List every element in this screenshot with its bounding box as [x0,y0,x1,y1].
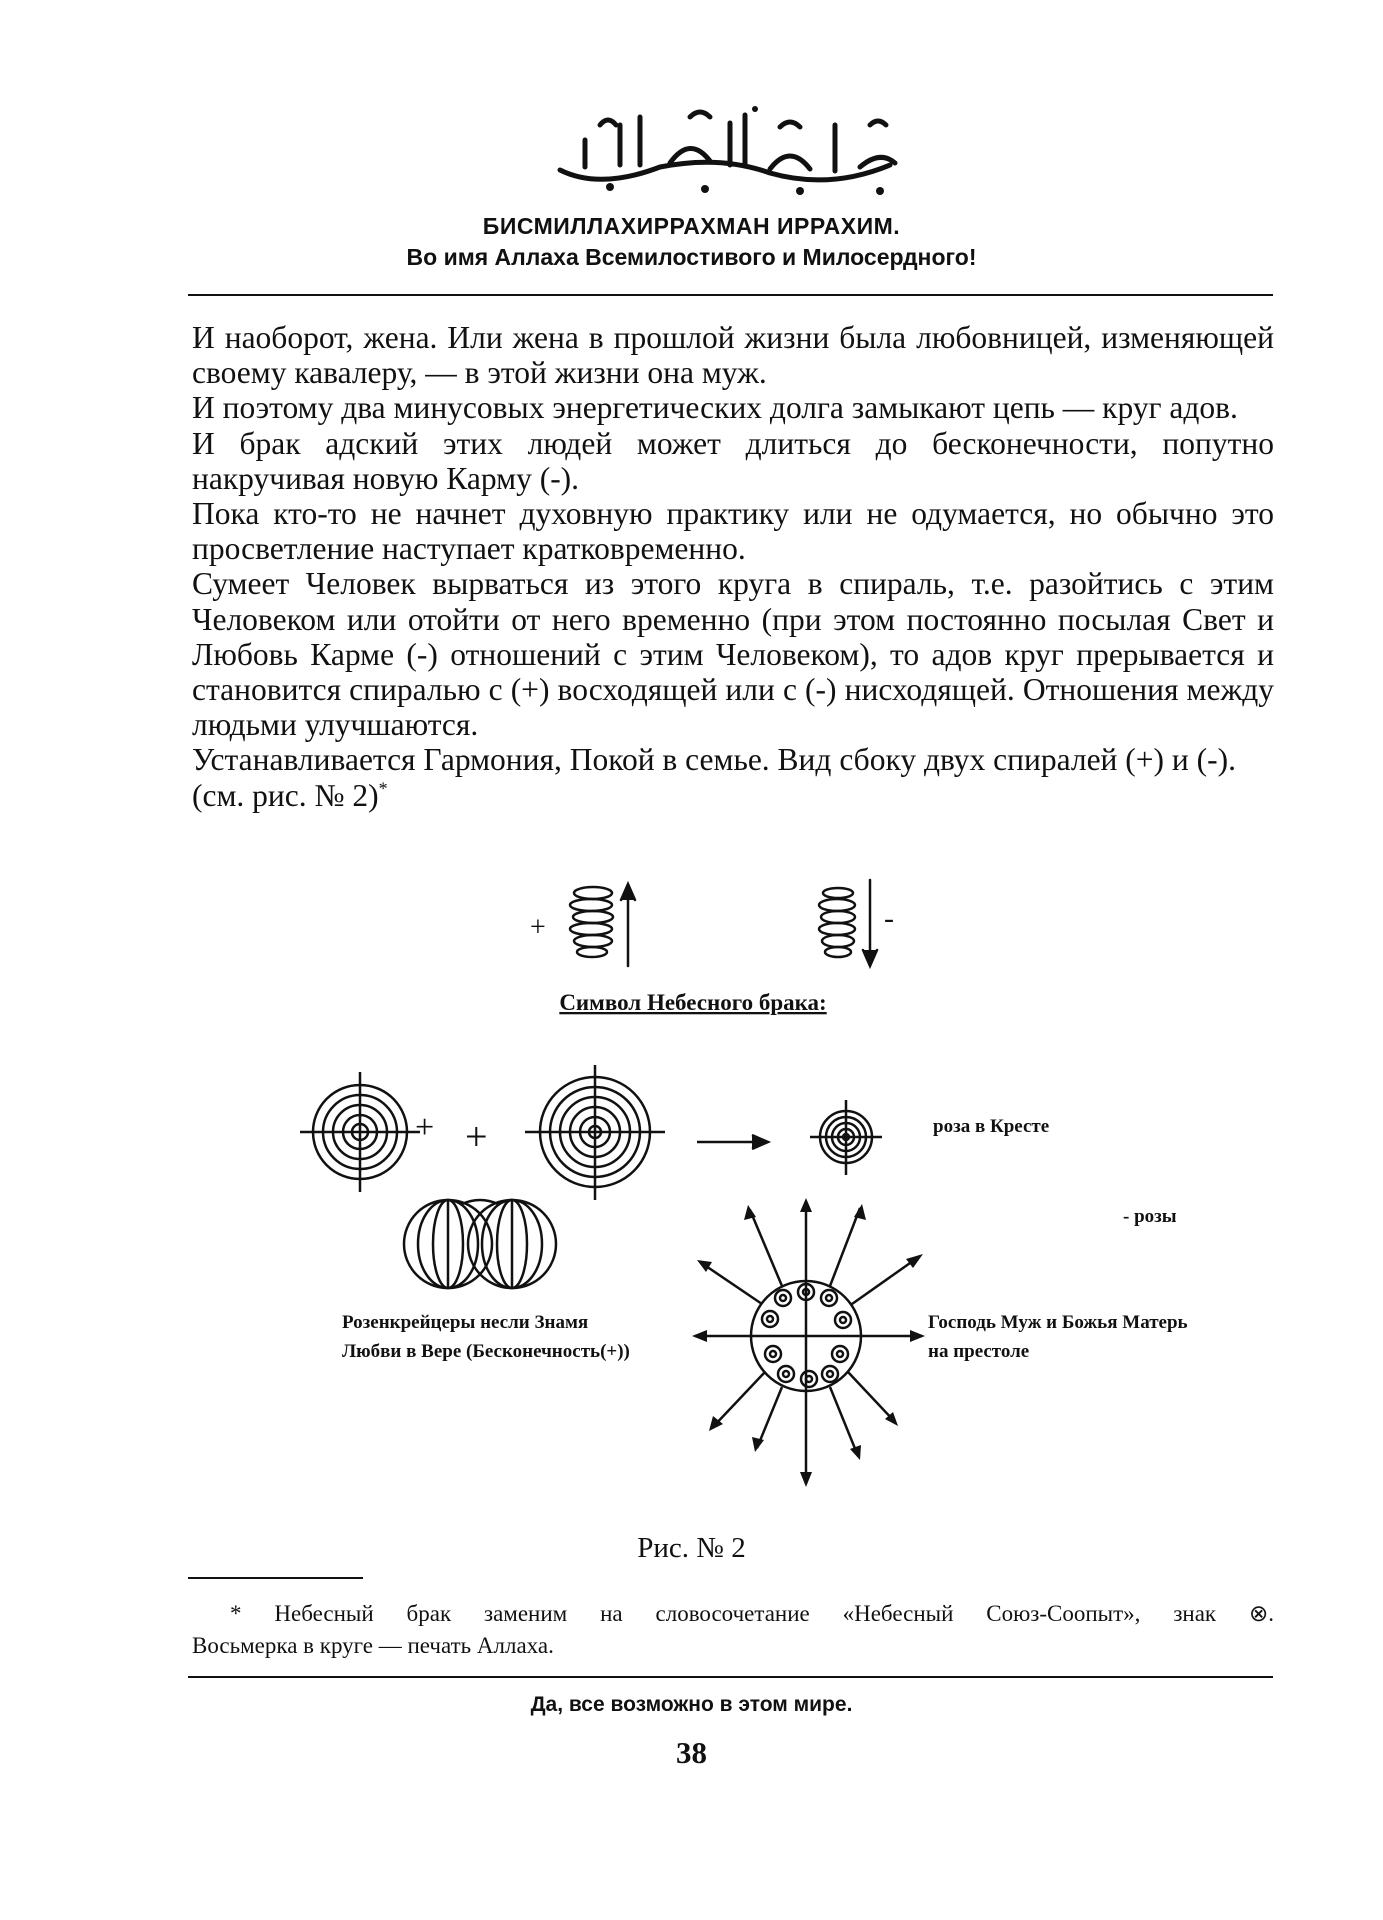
paragraph-4: Пока кто-то не начнет духовную практику или не одумается, но обычно это просветление наступает кратковременно. [192,496,1274,567]
roses-label: - розы [1123,1206,1177,1227]
rose-in-cross-symbol [810,1100,882,1175]
page-number: 38 [676,1735,707,1770]
header-title: БИСМИЛЛАХИРРАХМАН ИРРАХИМ. [482,213,901,239]
bismillah-calligraphy [540,95,920,205]
radiating-arrows [695,1202,922,1484]
figure-caption: Рис. № 2 [637,1532,746,1564]
right-label-line1: Господь Муж и Божья Матерь [928,1312,1188,1333]
left-label-line2: Любви в Вере (Бесконечность(+)) [342,1341,630,1362]
footnote-line1: * Небесный брак заменим на словосочетание «Небесный Союз-Соопыт», знак ⊗. [230,1601,1274,1626]
paragraph-1: И наоборот, жена. Или жена в прошлой жизни была любовницей, изменяющей своему кавалеру, — в этой жизни она муж. [192,320,1274,391]
footnote [192,1598,1274,1662]
paragraph-3: И брак адский этих людей может длиться до бесконечности, попутно накручивая новую Карму (-). [192,425,1274,496]
concentric-circle-right [525,1065,665,1200]
plus-sign-b: + [465,1114,488,1159]
footer-divider [188,1676,1273,1678]
left-label-line1: Розенкрейцеры несли Знамя [342,1312,589,1333]
header-divider [188,294,1273,296]
rosicrucian-circles [404,1200,556,1288]
symbol-title: Символ Небесного брака: [559,990,827,1015]
footnote-line2: Восьмерка в круге — печать Аллаха. [192,1633,554,1658]
header-subtitle: Во имя Аллаха Всемилостивого и Милосердного! [406,244,977,270]
radiating-rose-circle [692,1198,925,1487]
rose-label: роза в Кресте [933,1116,1050,1137]
figure-reference: (см. рис. № 2) [192,777,379,813]
paragraph-2: И поэтому два минусовых энергетических долга замыкают цепь — круг адов. [192,390,1238,426]
plus-sign-a: + [415,1109,435,1146]
paragraph-7 [192,778,1274,813]
paragraph-6: Устанавливается Гармония, Покой в семье. Вид сбоку двух спиралей (+) и (-). [192,742,1236,778]
minus-sign: - [884,902,894,935]
right-label-line2: на престоле [928,1341,1030,1362]
plus-sign: + [530,912,546,943]
upward-spiral [570,887,613,957]
concentric-circle-left [300,1072,420,1192]
paragraph-5: Сумеет Человек вырваться из этого круга в спираль, т.е. разойтись с этим Человеком или отойти от него временно (при этом постоянно посылая Свет и Любовь Карме (-) отношений с этим Человеком), то адов круг прерывается и становится спиралью с (+) восходящей или с (-) нисходящей. Отношения между людьми улучшаются. [192,566,1274,743]
footnote-marker: * [378,778,388,799]
downward-spiral [819,888,855,957]
footer-motto: Да, все возможно в этом мире. [530,1693,853,1716]
main-text [192,320,1274,813]
figure-diagram [0,860,1383,1520]
footnote-divider [188,1577,363,1579]
